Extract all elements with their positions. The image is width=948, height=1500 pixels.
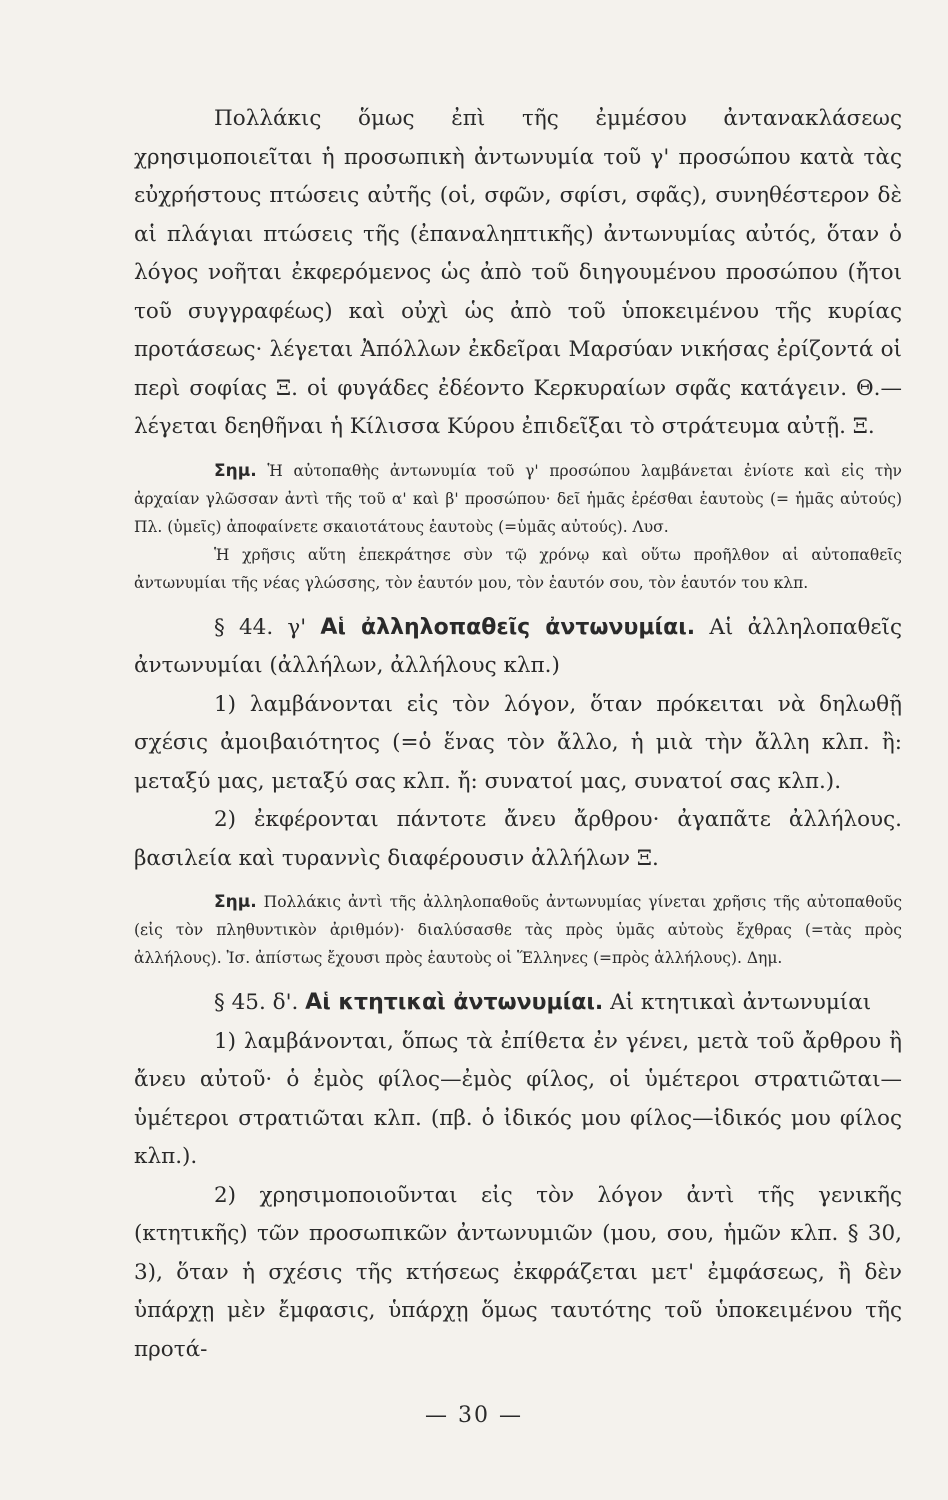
paragraph-text: 1) λαμβάνονται εἰς τὸν λόγον, ὅταν πρόκειται νὰ δηλωθῇ σχέσις ἀμοιβαιότητος (=ὁ ἕνας τὸν ἄλλο, ἡ μιὰ τὴν ἄλλη κλπ. ἢ: μεταξύ μας, μεταξύ σας κλπ. ἤ: συνατοί μας, συνατοί σας κλπ.). — [134, 691, 902, 794]
paragraph-reciprocal-2 — [134, 801, 902, 878]
section-number: § 44. — [214, 614, 274, 640]
note-text: Ἡ χρῆσις αὕτη ἐπεκράτησε σὺν τῷ χρόνῳ καὶ οὕτω προῆλθον αἱ αὐτοπαθεῖς ἀντωνυμίαι τῆς νέας γλώσσης, τὸν ἑαυτόν μου, τὸν ἑαυτόν σου, τὸν ἑαυτόν του κλπ. — [134, 545, 902, 592]
section-number: § 45. — [214, 990, 266, 1015]
section-heading: Αἱ ἀλληλοπαθεῖς ἀντωνυμίαι. — [320, 614, 696, 640]
section-letter: γ' — [287, 614, 307, 640]
note-label: Σημ. — [214, 460, 257, 481]
section-heading: Αἱ κτητικαὶ ἀντωνυμίαι. — [305, 990, 604, 1015]
section-44 — [134, 609, 902, 686]
page-number: — 30 — — [425, 1403, 523, 1428]
section-45 — [134, 984, 902, 1023]
note-label: Σημ. — [214, 892, 257, 912]
note-reciprocal — [134, 888, 902, 972]
paragraph-reflexive-indirect — [134, 100, 902, 447]
paragraph-possessive-1 — [134, 1023, 902, 1177]
note-reflexive-third-person — [134, 457, 902, 541]
section-text: Αἱ ἀλληλοπαθεῖς ἀντωνυμίαι (ἀλλήλων, ἀλλήλους κλπ.) — [134, 614, 902, 678]
note-text: Ἡ αὐτοπαθὴς ἀντωνυμία τοῦ γ' προσώπου λαμβάνεται ἐνίοτε καὶ εἰς τὴν ἀρχαίαν γλῶσσαν ἀντὶ τῆς τοῦ α' καὶ β' προσώπου· δεῖ ἡμᾶς ἐρέσθαι ἑαυτοὺς (= ἡμᾶς αὐτούς) Πλ. (ὑμεῖς) ἀποφαίνετε σκαιοτάτους ἑαυτοὺς (=ὑμᾶς αὐτούς). Λυσ. — [134, 461, 902, 536]
note-text: Πολλάκις ἀντὶ τῆς ἀλληλοπαθοῦς ἀντωνυμίας γίνεται χρῆσις τῆς αὐτοπαθοῦς (εἰς τὸν πληθυντικὸν ἀριθμόν)· διαλύσασθε τὰς πρὸς ὑμᾶς αὐτοὺς ἔχθρας (=τὰς πρὸς ἀλλήλους). Ἰσ. ἀπίστως ἔχουσι πρὸς ἑαυτοὺς οἱ Ἕλληνες (=πρὸς ἀλλήλους). Δημ. — [134, 893, 902, 967]
paragraph-possessive-2 — [134, 1177, 902, 1370]
paragraph-text: 2) χρησιμοποιοῦνται εἰς τὸν λόγον ἀντὶ τῆς γενικῆς (κτητικῆς) τῶν προσωπικῶν ἀντωνυμιῶν (μου, σου, ἡμῶν κλπ. § 30, 3), ὅταν ἡ σχέσις τῆς κτήσεως ἐκφράζεται μετ' ἐμφάσεως, ἢ δὲν ὑπάρχῃ μὲν ἔμφασις, ὑπάρχῃ ὅμως ταυτότης τοῦ ὑποκειμένου τῆς προτά- — [134, 1182, 902, 1362]
section-letter: δ'. — [272, 990, 299, 1015]
paragraph-text: 1) λαμβάνονται, ὅπως τὰ ἐπίθετα ἐν γένει, μετὰ τοῦ ἄρθρου ἢ ἄνευ αὐτοῦ· ὁ ἐμὸς φίλος—ἐμὸς φίλος, οἱ ὑμέτεροι στρατιῶται—ὑμέτεροι στρατιῶται κλπ. (πβ. ὁ ἰδικός μου φίλος—ἰδικός μου φίλος κλπ.). — [134, 1028, 902, 1169]
paragraph-reciprocal-1 — [134, 686, 902, 802]
note-modern-reflexive — [134, 541, 902, 597]
paragraph-text: 2) ἐκφέρονται πάντοτε ἄνευ ἄρθρου· ἀγαπᾶτε ἀλλήλους. βασιλεία καὶ τυραννὶς διαφέρουσιν ἀλλήλων Ξ. — [134, 807, 902, 871]
section-text: Αἱ κτητικαὶ ἀντωνυμίαι — [610, 990, 872, 1015]
paragraph-text: Πολλάκις ὅμως ἐπὶ τῆς ἐμμέσου ἀντανακλάσεως χρησιμοποιεῖται ἡ προσωπικὴ ἀντωνυμία τοῦ γ' προσώπου κατὰ τὰς εὐχρήστους πτώσεις αὐτῆς (οἱ, σφῶν, σφίσι, σφᾶς), συνηθέστερον δὲ αἱ πλάγιαι πτώσεις τῆς (ἐπαναληπτικῆς) ἀντωνυμίας αὐτός, ὅταν ὁ λόγος νοῆται ἐκφερόμενος ὡς ἀπὸ τοῦ διηγουμένου προσώπου (ἤτοι τοῦ συγγραφέως) καὶ οὐχὶ ὡς ἀπὸ τοῦ ὑποκειμένου τῆς κυρίας προτάσεως· λέγεται Ἀπόλλων ἐκδεῖραι Μαρσύαν νικήσας ἐρίζοντά οἱ περὶ σοφίας Ξ. οἱ φυγάδες ἐδέοντο Κερκυραίων σφᾶς κατάγειν. Θ.—λέγεται δεηθῆναι ἡ Κίλισσα Κύρου ἐπιδεῖξαι τὸ στράτευμα αὐτῇ. Ξ. — [134, 106, 902, 439]
